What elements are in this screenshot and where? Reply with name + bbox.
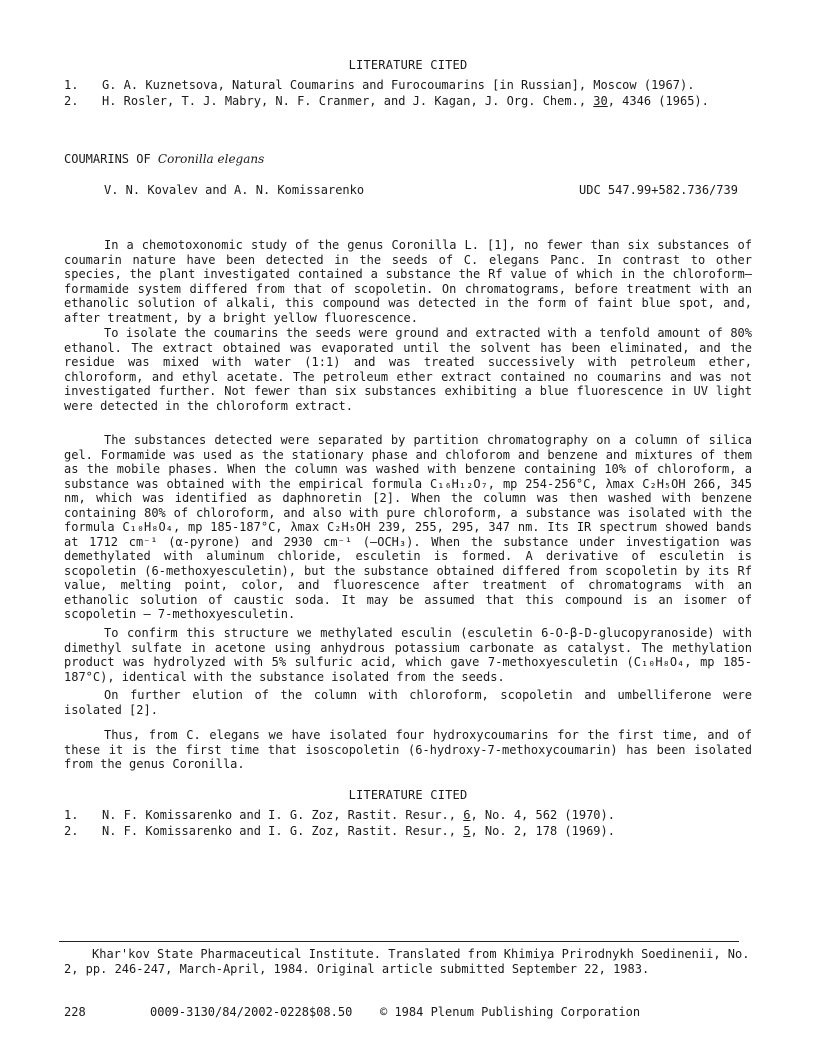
body-paragraph (64, 728, 752, 772)
reference-volume: 30 (593, 94, 608, 108)
footnote: Khar'kov State Pharmaceutical Institute. Translated from Khimiya Prirodnykh Soedinenii, No. 2, pp. 246-247, March-April, 1984. Original article submitted September 22, 1983. (64, 947, 750, 976)
paragraph-text: The substances detected were separated by partition chromatography on a column of silica gel. Formamide was used as the stationary phase and chloforom and benzene and mixtures of them as the mobile phases. When the column was washed with benzene containing 10% of chloroform, a substance was obtained with the empirical formula C₁₆H₁₂O₇, mp 254-256°C, λmax C₂H₅OH 266, 345 nm, which was identified as daphnoretin [2]. When the column was then washed with benzene containing 80% of chloroform, and also with pure chloroform, a substance was isolated with the formula C₁₀H₈O₄, mp 185-187°C, λmax C₂H₅OH 239, 255, 295, 347 nm. Its IR spectrum showed bands at 1712 cm⁻¹ (α-pyrone) and 2930 cm⁻¹ (—OCH₃). When the substance under investigation was demethylated with aluminum chloride, esculetin is formed. A derivative of esculetin is scopoletin (6-methoxyesculetin), but the substance obtained differed from scopoletin by its Rf value, melting point, color, and fluorescence after treatment of chromatograms with an ethanolic solution of caustic soda. It may be assumed that this compound is an isomer of scopoletin — 7-methoxyesculetin. (64, 433, 752, 621)
publication-code: 0009-3130/84/2002-0228$08.50 (150, 1005, 353, 1019)
reference-volume: 5 (463, 824, 471, 838)
paragraph-text: On further elution of the column with chloroform, scopoletin and umbelliferone were isolated [2]. (64, 688, 752, 717)
reference-text: H. Rosler, T. J. Mabry, N. F. Cranmer, and J. Kagan, J. Org. Chem., (102, 94, 594, 108)
reference-item (64, 808, 764, 823)
reference-text: , No. 2, 178 (1969). (470, 824, 615, 838)
reference-text: N. F. Komissarenko and I. G. Zoz, Rastit. Resur., (102, 824, 464, 838)
copyright-notice: © 1984 Plenum Publishing Corporation (380, 1005, 641, 1019)
article-title-prefix: COUMARINS OF (64, 152, 158, 166)
reference-volume: 6 (463, 808, 471, 822)
literature-cited-heading: LITERATURE CITED (348, 58, 468, 72)
reference-text: , No. 4, 562 (1970). (470, 808, 615, 822)
body-paragraph (64, 326, 752, 413)
page-number: 228 (64, 1005, 86, 1019)
reference-number: 2. (64, 824, 79, 838)
body-paragraph (64, 433, 752, 622)
reference-text: N. F. Komissarenko and I. G. Zoz, Rastit. Resur., (102, 808, 464, 822)
paragraph-text: Thus, from C. elegans we have isolated four hydroxycoumarins for the first time, and of these it is the first time that isoscopoletin (6-hydroxy-7-methoxycoumarin) has been isolated from the genus Coronilla. (64, 728, 752, 771)
reference-item (64, 94, 764, 109)
article-title (64, 152, 264, 167)
reference-text: G. A. Kuznetsova, Natural Coumarins and Furocoumarins [in Russian], Moscow (1967). (102, 78, 695, 92)
paragraph-text: To isolate the coumarins the seeds were ground and extracted with a tenfold amount of 80% ethanol. The extract obtained was evaporated until the solvent has been eliminated, and the residue was mixed with water (1:1) and was treated successively with petroleum ether, chloroform, and ethyl acetate. The petroleum ether extract contained no coumarins and was not investigated further. Not fewer than six substances exhibiting a blue fluorescence in UV light were detected in the chloroform extract. (64, 326, 752, 413)
reference-text: , 4346 (1965). (607, 94, 709, 108)
reference-item (64, 78, 764, 93)
paragraph-text: In a chemotoxonomic study of the genus Coronilla L. [1], no fewer than six substances of coumarin nature have been detected in the seeds of C. elegans Panc. In contrast to other species, the plant investigated contained a substance the Rf value of which in the chloroform—formamide system differed from that of scopoletin. On chromatograms, before treatment with an ethanolic solution of alkali, this compound was detected in the form of faint blue spot, and, after treatment, by a bright yellow fluorescence. (64, 238, 752, 325)
udc-code: UDC 547.99+582.736/739 (579, 183, 738, 197)
reference-number: 2. (64, 94, 79, 108)
literature-cited-heading: LITERATURE CITED (348, 788, 468, 802)
footnote-divider (59, 941, 739, 942)
reference-item (64, 824, 764, 839)
body-paragraph (64, 238, 752, 325)
paragraph-text: To confirm this structure we methylated esculin (esculetin 6-O-β-D-glucopyranoside) with dimethyl sulfate in acetone using anhydrous potassium carbonate as catalyst. The methylation product was hydrolyzed with 5% sulfuric acid, which gave 7-methoxyesculetin (C₁₀H₈O₄, mp 185-187°C), identical with the substance isolated from the seeds. (64, 626, 752, 684)
body-paragraph (64, 688, 752, 717)
body-paragraph (64, 626, 752, 684)
reference-number: 1. (64, 78, 79, 92)
reference-number: 1. (64, 808, 79, 822)
article-title-species: Coronilla elegans (157, 152, 265, 166)
article-authors: V. N. Kovalev and A. N. Komissarenko (104, 183, 365, 197)
